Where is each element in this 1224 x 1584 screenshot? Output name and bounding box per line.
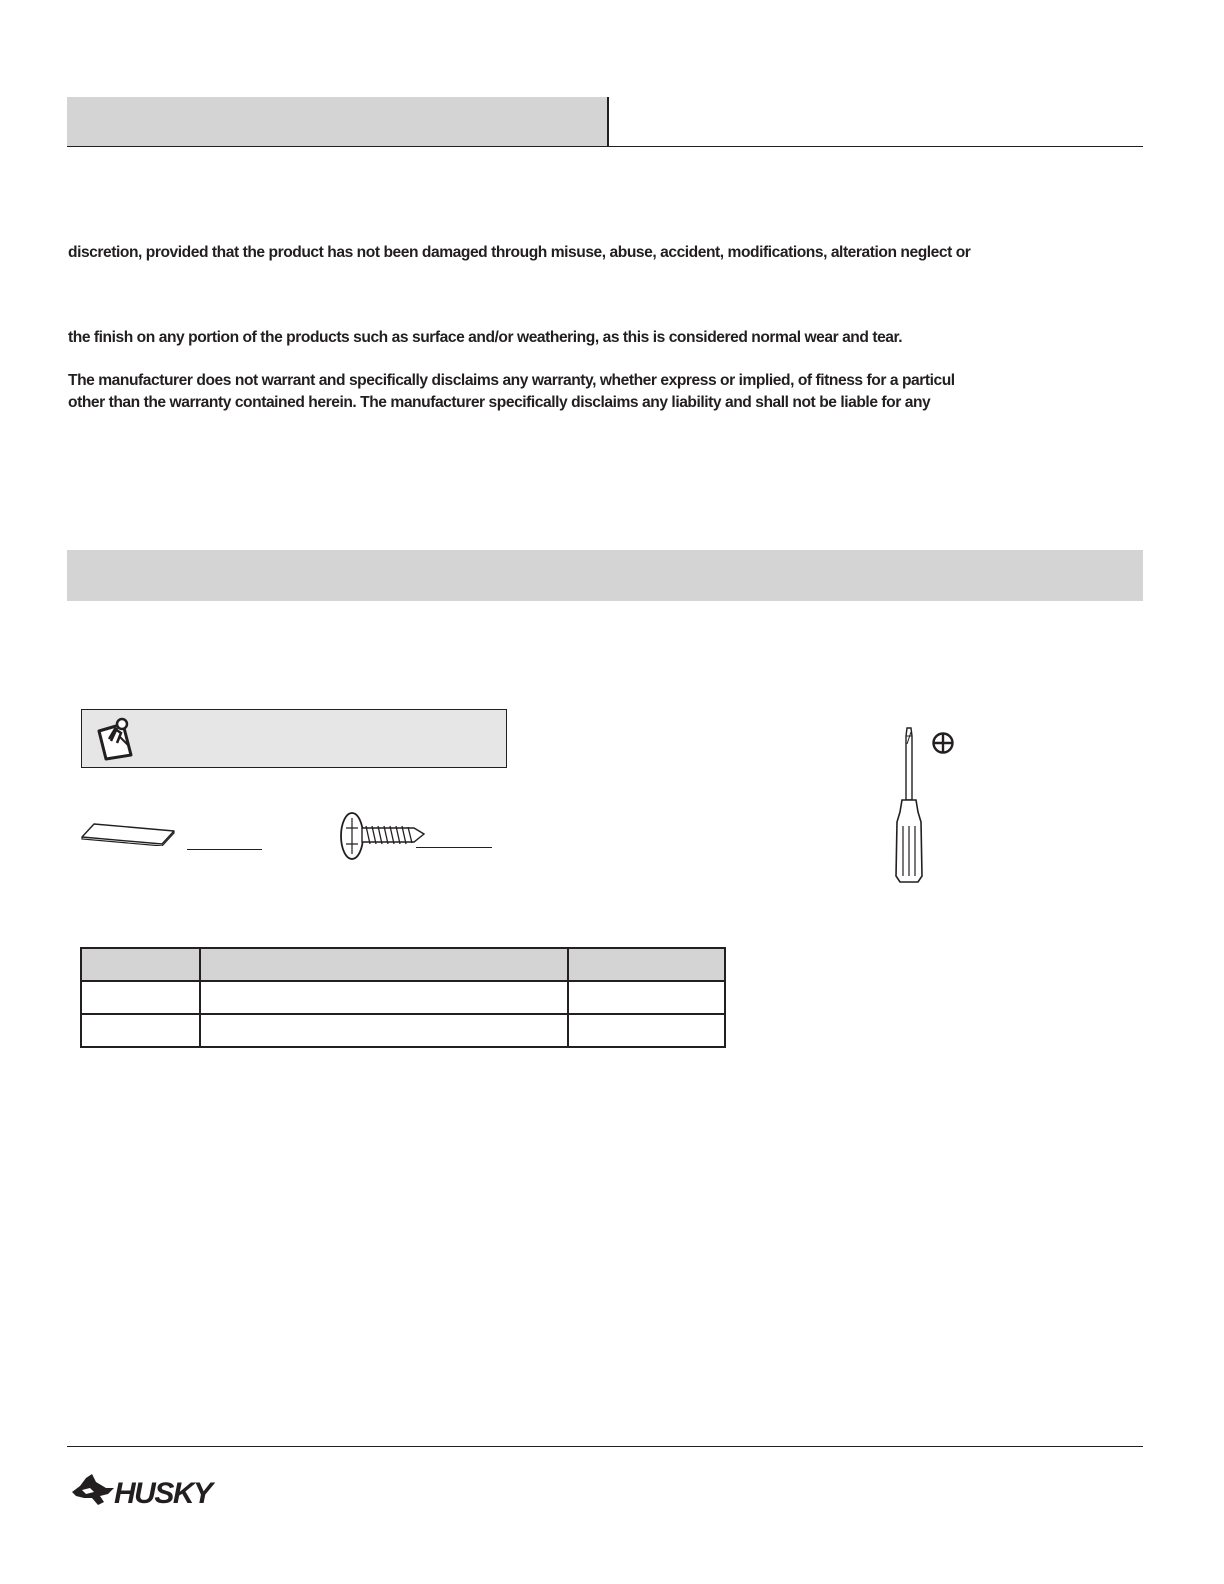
table-row xyxy=(81,1014,725,1047)
note-pin-icon xyxy=(95,715,139,761)
husky-logo xyxy=(70,1472,235,1508)
warranty-line: The manufacturer does not warrant and specifically disclaims any warranty, whether express or implied, of fitness for a particul xyxy=(68,372,955,389)
phillips-screwdriver-icon xyxy=(890,726,930,886)
warranty-line: other than the warranty contained herein. The manufacturer specifically disclaims any liability and shall not be liable for any xyxy=(68,394,931,411)
shelf-liner-icon xyxy=(80,822,176,846)
note-box xyxy=(81,709,507,768)
quantity-line xyxy=(187,849,262,850)
table-cell xyxy=(568,981,725,1014)
header-divider xyxy=(607,97,609,147)
table-row xyxy=(81,981,725,1014)
header-band xyxy=(67,97,608,147)
section-band xyxy=(67,550,1143,601)
table-cell xyxy=(200,1014,568,1047)
brand-wordmark: HUSKY xyxy=(114,1477,212,1508)
warranty-line: discretion, provided that the product has not been damaged through misuse, abuse, accident, modifications, alteration neglect or xyxy=(68,244,971,261)
table-cell xyxy=(81,981,200,1014)
table-cell xyxy=(81,1014,200,1047)
hardware-table xyxy=(80,947,726,1048)
footer-rule xyxy=(67,1446,1143,1447)
header-rule xyxy=(67,146,1143,147)
quantity-line xyxy=(416,847,492,848)
phillips-symbol-icon xyxy=(931,731,955,755)
warranty-line: the finish on any portion of the products such as surface and/or weathering, as this is considered normal wear and tear. xyxy=(68,329,903,346)
table-cell xyxy=(568,1014,725,1047)
table-header-cell xyxy=(200,948,568,981)
screw-icon xyxy=(338,808,428,864)
table-cell xyxy=(200,981,568,1014)
table-header-row xyxy=(81,948,725,981)
table-header-cell xyxy=(568,948,725,981)
table-header-cell xyxy=(81,948,200,981)
